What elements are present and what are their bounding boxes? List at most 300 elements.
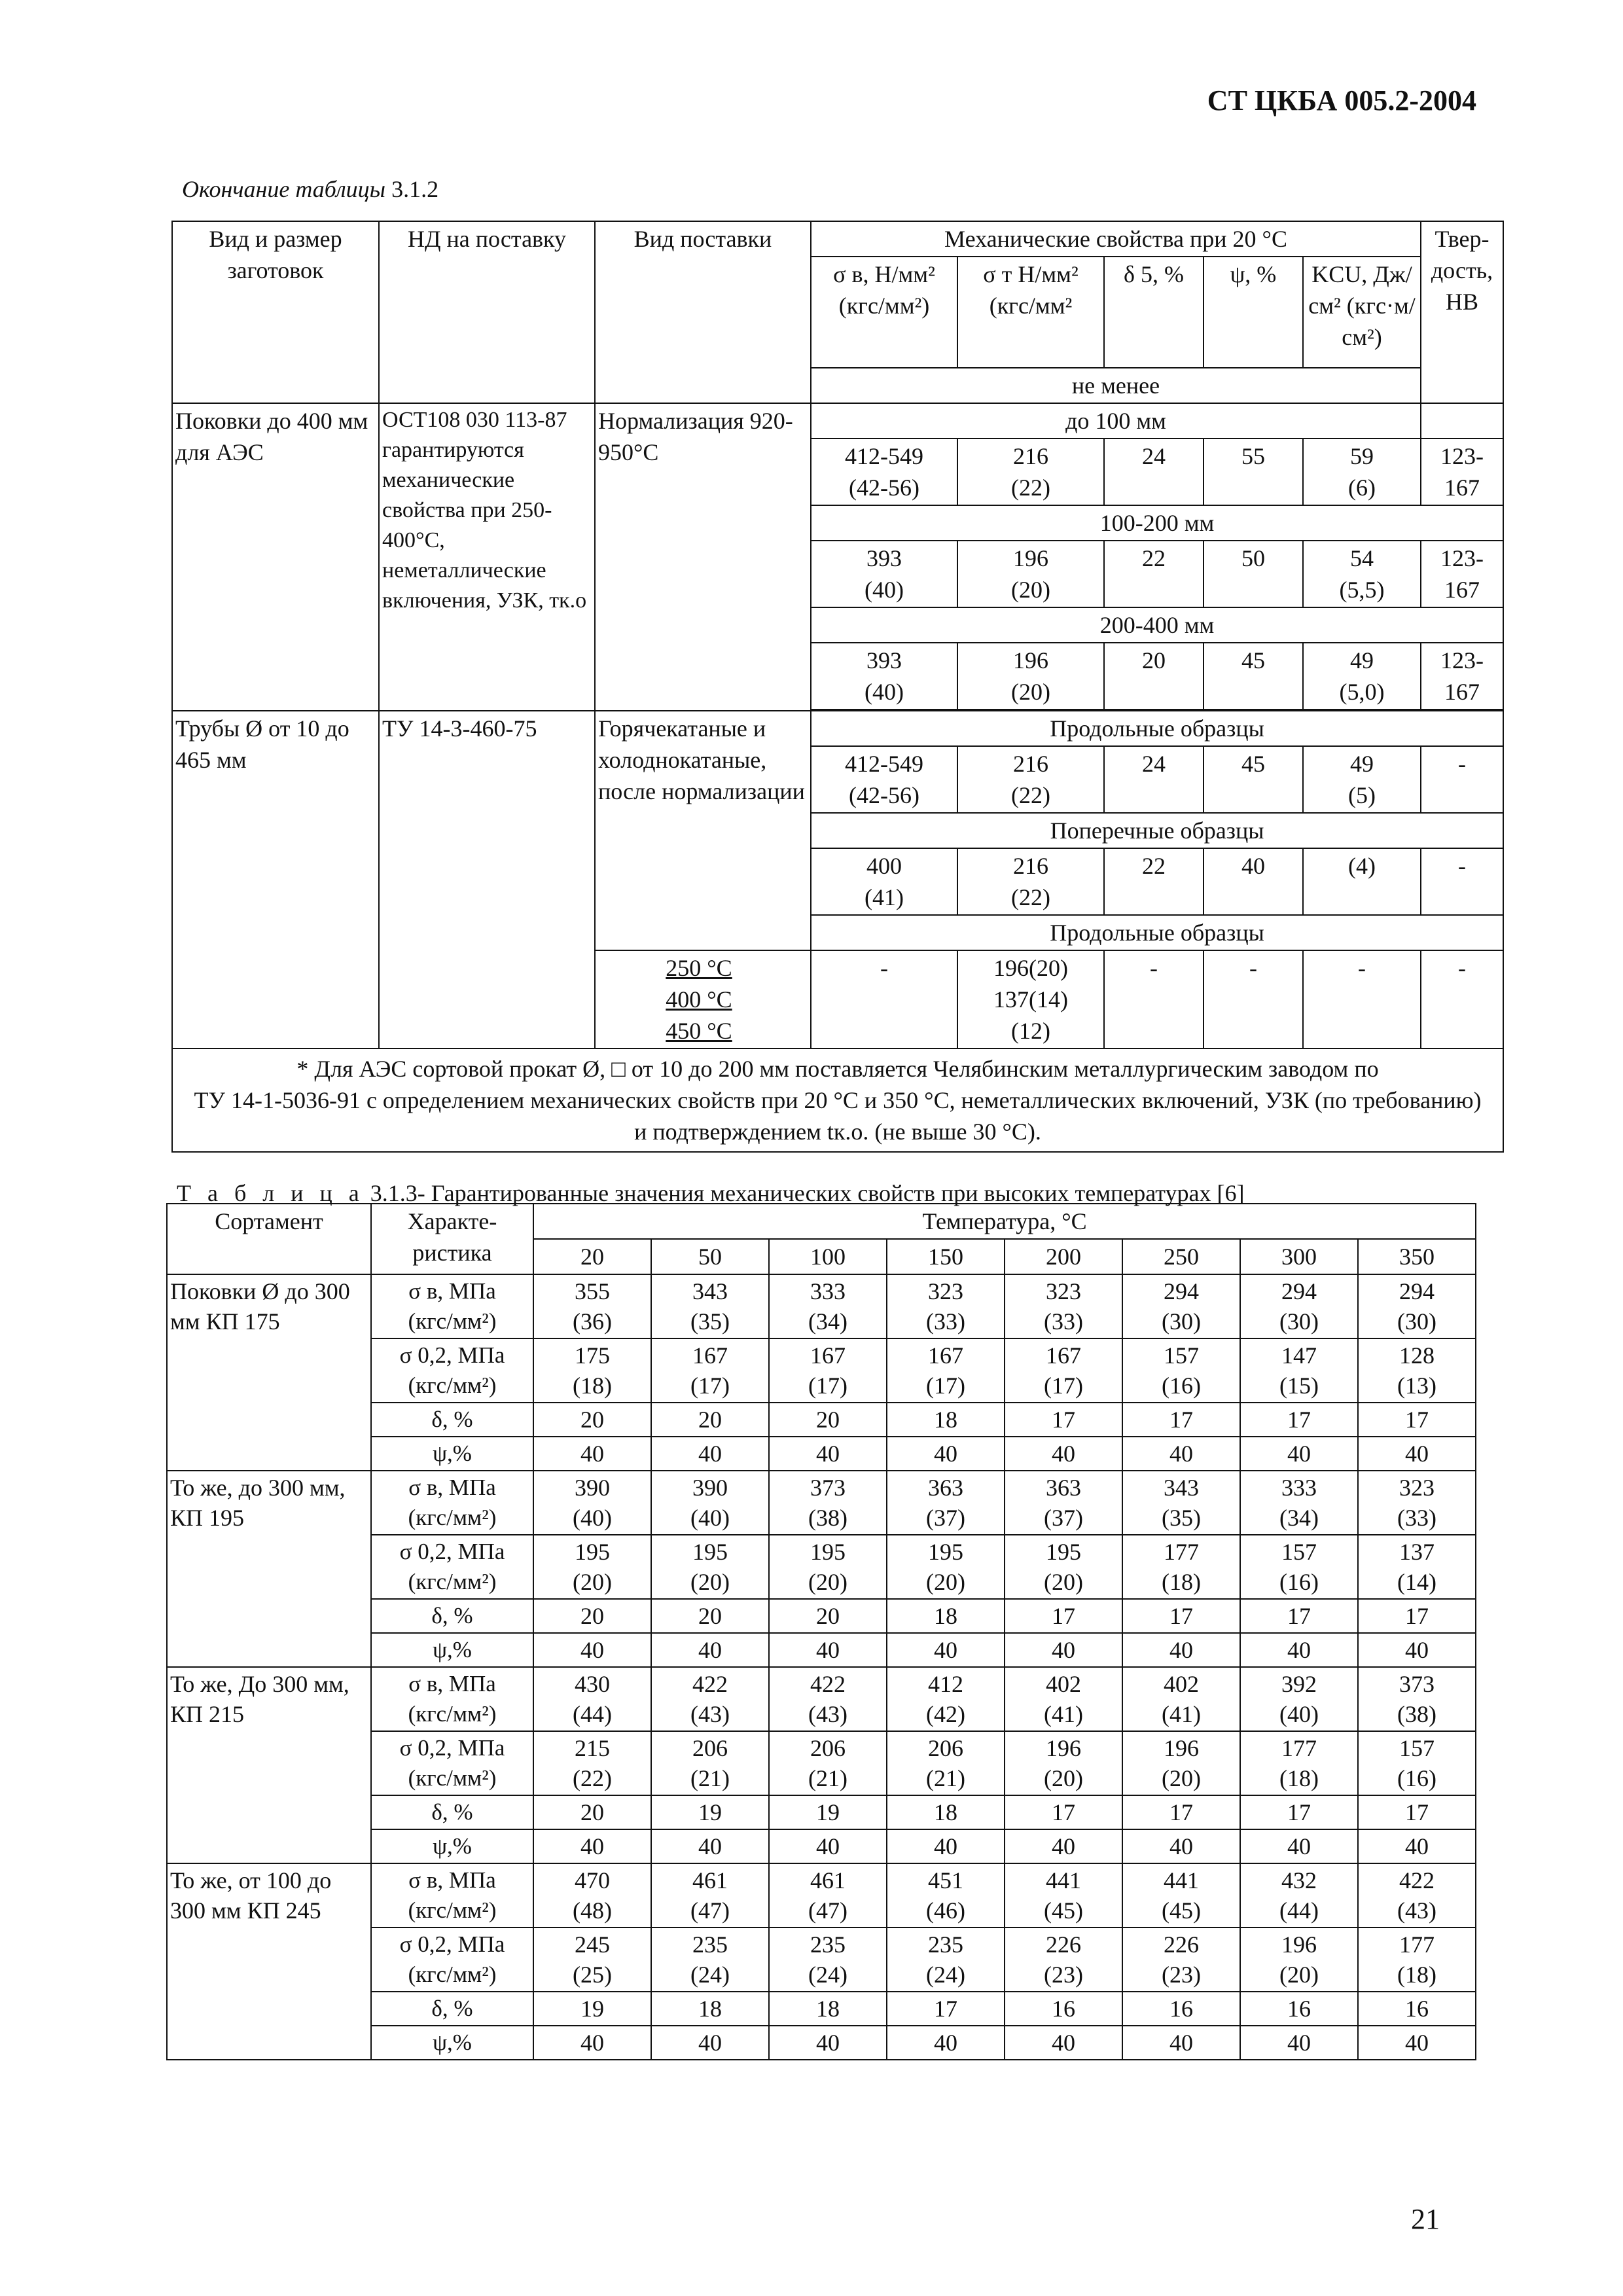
value: 40: [1287, 1637, 1311, 1663]
value: (20): [573, 1569, 612, 1595]
value: 40: [1405, 1833, 1429, 1859]
value: 17: [1287, 1799, 1311, 1825]
value: 195: [1046, 1539, 1081, 1565]
value: 40: [1169, 2030, 1193, 2056]
value: 195: [692, 1539, 728, 1565]
value-cell: 22: [1104, 848, 1204, 915]
value: 196(20): [993, 955, 1068, 981]
value: 49: [1350, 647, 1374, 673]
nd-cell: ТУ 14-3-460-75: [379, 711, 595, 1049]
range-label: Продольные образцы: [811, 915, 1503, 950]
value: (41): [1162, 1701, 1201, 1727]
value: (6): [1348, 475, 1376, 501]
table-caption: [182, 175, 438, 203]
value-cell: [957, 950, 1104, 1049]
value-cell: [769, 1829, 887, 1863]
value-cell: 50: [1204, 541, 1303, 607]
value: (37): [926, 1505, 965, 1531]
value: (15): [1279, 1372, 1319, 1399]
value: 461: [692, 1867, 728, 1893]
sortament-cell: То же, До 300 мм, КП 215: [167, 1667, 371, 1863]
value-cell: [533, 1863, 651, 1928]
value-cell: [1303, 541, 1421, 607]
value: (44): [1279, 1897, 1319, 1924]
value: 343: [692, 1278, 728, 1304]
value-cell: 24: [1104, 439, 1204, 505]
value: 20: [698, 1407, 722, 1433]
value: (35): [1162, 1505, 1201, 1531]
value: 175: [575, 1342, 610, 1369]
value-cell: [533, 1437, 651, 1471]
table-note: [172, 1049, 1503, 1152]
characteristic-label: σ в, МПа: [408, 1475, 496, 1500]
value: 40: [1052, 1441, 1075, 1467]
value-cell: [1122, 1274, 1240, 1338]
value: 18: [934, 1799, 957, 1825]
header-row: [167, 1204, 1476, 1239]
characteristic-cell: [371, 1437, 533, 1471]
table-row: [167, 1863, 1476, 1928]
value: 216: [1013, 443, 1048, 469]
value-cell: [1005, 1928, 1122, 1992]
value-cell: [887, 1731, 1005, 1795]
value: 18: [934, 1603, 957, 1629]
value-cell: [1358, 1274, 1476, 1338]
characteristic-label: ψ,%: [433, 1637, 472, 1662]
value-cell: [769, 1795, 887, 1829]
value-cell: [651, 1928, 769, 1992]
value: 16: [1052, 1996, 1075, 2022]
value: 16: [1169, 1996, 1193, 2022]
characteristic-label: σ в, МПа: [408, 1278, 496, 1304]
value-cell: -: [1303, 950, 1421, 1049]
value: 40: [1287, 1833, 1311, 1859]
value: (20): [1044, 1765, 1083, 1791]
value-cell: [811, 643, 957, 709]
value-cell: [1358, 1795, 1476, 1829]
value: 18: [934, 1407, 957, 1433]
value: 20: [580, 1603, 604, 1629]
value-cell: [1358, 1437, 1476, 1471]
value-cell: [957, 848, 1104, 915]
characteristic-label: σ 0,2, МПа: [399, 1931, 505, 1957]
value: (14): [1397, 1569, 1437, 1595]
value: (17): [808, 1372, 847, 1399]
value: (33): [1397, 1505, 1437, 1531]
range-label: 100-200 мм: [811, 505, 1503, 541]
value-cell: [1358, 1992, 1476, 2026]
table-row: [167, 1667, 1476, 1731]
value: (23): [1044, 1962, 1083, 1988]
value: 40: [934, 1637, 957, 1663]
temperature-header: 50: [651, 1239, 769, 1274]
value: 20: [698, 1603, 722, 1629]
value: 17: [1405, 1799, 1429, 1825]
value: 363: [1046, 1475, 1081, 1501]
range-label: Поперечные образцы: [811, 813, 1503, 848]
value-cell: [1005, 1633, 1122, 1667]
value: 363: [928, 1475, 963, 1501]
note-line: ТУ 14-1-5036-91 с определением механических свойств при 20 °С и 350 °С, неметаллических включений, УЗК (по требованию) и подтверждением tк.о. (не выше 30 °С).: [194, 1087, 1482, 1145]
characteristic-label: (кгс/мм²): [408, 1308, 497, 1334]
value: (5): [1348, 782, 1376, 808]
value: 40: [1405, 2030, 1429, 2056]
value: 18: [816, 1996, 840, 2022]
value: (18): [1162, 1569, 1201, 1595]
value: 17: [1169, 1603, 1193, 1629]
value-cell: [651, 1535, 769, 1599]
value: (36): [573, 1308, 612, 1335]
value: 18: [698, 1996, 722, 2022]
value: 402: [1046, 1671, 1081, 1697]
characteristic-cell: [371, 1633, 533, 1667]
value: 40: [698, 1637, 722, 1663]
value: 422: [810, 1671, 846, 1697]
value: 157: [1164, 1342, 1199, 1369]
value-cell: [1421, 541, 1503, 607]
characteristic-cell: [371, 1928, 533, 1992]
characteristic-label: δ, %: [431, 1603, 473, 1628]
temperature-header: 20: [533, 1239, 651, 1274]
value-cell: [651, 2026, 769, 2060]
value: 216: [1013, 751, 1048, 777]
value: (40): [1279, 1701, 1319, 1727]
value: (25): [573, 1962, 612, 1988]
value: 177: [1164, 1539, 1199, 1565]
value: (34): [808, 1308, 847, 1335]
note-line: * Для АЭС сортовой прокат Ø, □ от 10 до 200 мм поставляется Челябинским металлургическим заводом по: [296, 1056, 1379, 1082]
value: (40): [865, 577, 904, 603]
value: 40: [1287, 2030, 1311, 2056]
value: (20): [1011, 679, 1050, 705]
value: 333: [1281, 1475, 1317, 1501]
value: 195: [928, 1539, 963, 1565]
value: 40: [816, 1833, 840, 1859]
value: (18): [1279, 1765, 1319, 1791]
value: 40: [580, 2030, 604, 2056]
value-cell: [1122, 1471, 1240, 1535]
value: (30): [1162, 1308, 1201, 1335]
value: 195: [810, 1539, 846, 1565]
table-row: [172, 403, 1503, 439]
value: 17: [1405, 1603, 1429, 1629]
value: 40: [698, 1833, 722, 1859]
temperature-cell: [595, 950, 811, 1049]
value-cell: [533, 1599, 651, 1633]
value: 17: [1287, 1407, 1311, 1433]
value: (41): [1044, 1701, 1083, 1727]
characteristic-label: δ, %: [431, 1799, 473, 1825]
value-cell: [1122, 1731, 1240, 1795]
value: 167: [928, 1342, 963, 1369]
value-cell: [1421, 643, 1503, 709]
value: 206: [928, 1735, 963, 1761]
document-code: СТ ЦКБА 005.2-2004: [1207, 84, 1476, 117]
value-cell: [769, 1274, 887, 1338]
page-number: 21: [1411, 2203, 1440, 2235]
value: 451: [928, 1867, 963, 1893]
nd-cell: ОСТ108 030 113-87 гарантируются механические свойства при 250-400°С, неметаллические включения, УЗК, тк.о: [379, 403, 595, 711]
value: 167: [1444, 679, 1480, 705]
min-label: не менее: [811, 368, 1421, 403]
value-cell: [769, 1599, 887, 1633]
value: (24): [808, 1962, 847, 1988]
value: (38): [808, 1505, 847, 1531]
value: 167: [1444, 577, 1480, 603]
value-cell: 20: [1104, 643, 1204, 709]
value: (43): [808, 1701, 847, 1727]
value: (20): [926, 1569, 965, 1595]
value-cell: [1122, 1863, 1240, 1928]
value: (37): [1044, 1505, 1083, 1531]
value: 40: [1052, 1637, 1075, 1663]
caption-label: Т а б л и ц а: [177, 1180, 365, 1206]
value-cell: [769, 1863, 887, 1928]
value: (47): [808, 1897, 847, 1924]
value-cell: [887, 1274, 1005, 1338]
value-cell: [1358, 1599, 1476, 1633]
value: (42-56): [849, 782, 919, 808]
value-cell: [1005, 1471, 1122, 1535]
value: 16: [1405, 1996, 1429, 2022]
value: (16): [1397, 1765, 1437, 1791]
value-cell: [1303, 439, 1421, 505]
value: (42): [926, 1701, 965, 1727]
value-cell: [1240, 1863, 1358, 1928]
value-cell: [651, 1667, 769, 1731]
value-cell: [1005, 1992, 1122, 2026]
value-cell: [811, 746, 957, 813]
characteristic-label: (кгс/мм²): [408, 1505, 497, 1530]
value: 323: [928, 1278, 963, 1304]
value: (18): [1397, 1962, 1437, 1988]
value-cell: [651, 1403, 769, 1437]
value: (13): [1397, 1372, 1437, 1399]
value-cell: 45: [1204, 643, 1303, 709]
characteristic-cell: [371, 1863, 533, 1928]
value-cell: -: [1204, 950, 1303, 1049]
value: 177: [1399, 1931, 1435, 1958]
value: 40: [816, 1441, 840, 1467]
value: (33): [926, 1308, 965, 1335]
value: 40: [580, 1441, 604, 1467]
value-cell: [887, 1471, 1005, 1535]
value: 167: [692, 1342, 728, 1369]
value-cell: [1122, 1992, 1240, 2026]
col-mech: Механические свойства при 20 °С: [811, 221, 1421, 257]
value: 17: [1405, 1407, 1429, 1433]
temperature: 250 °С: [666, 955, 732, 981]
value: (20): [690, 1569, 730, 1595]
value: 40: [816, 2030, 840, 2056]
value: (33): [1044, 1308, 1083, 1335]
value: 470: [575, 1867, 610, 1893]
value: 49: [1350, 751, 1374, 777]
value: (22): [573, 1765, 612, 1791]
value-cell: [1358, 2026, 1476, 2060]
value: (42-56): [849, 475, 919, 501]
value-cell: [957, 439, 1104, 505]
table-row: [167, 1471, 1476, 1535]
characteristic-cell: [371, 1599, 533, 1633]
value: 400: [866, 853, 902, 879]
value-cell: [1005, 1667, 1122, 1731]
value-cell: (4): [1303, 848, 1421, 915]
value-cell: [533, 1471, 651, 1535]
value-cell: -: [1104, 950, 1204, 1049]
value: (40): [573, 1505, 612, 1531]
value: 40: [1405, 1441, 1429, 1467]
value-cell: [1005, 1731, 1122, 1795]
value-cell: 24: [1104, 746, 1204, 813]
value: 40: [698, 2030, 722, 2056]
value-cell: [1005, 1274, 1122, 1338]
col-sortament: Сортамент: [167, 1204, 371, 1274]
characteristic-cell: [371, 1338, 533, 1403]
value-cell: [1005, 1829, 1122, 1863]
value: (20): [1162, 1765, 1201, 1791]
value-cell: [1005, 1338, 1122, 1403]
value-cell: [533, 1992, 651, 2026]
value-cell: [811, 541, 957, 607]
value: 390: [692, 1475, 728, 1501]
value: 16: [1287, 1996, 1311, 2022]
value-cell: [1240, 1471, 1358, 1535]
value: 20: [580, 1799, 604, 1825]
characteristic-cell: [371, 1667, 533, 1731]
value-cell: 45: [1204, 746, 1303, 813]
value: 412-549: [845, 751, 923, 777]
value: 20: [816, 1407, 840, 1433]
value: 177: [1281, 1735, 1317, 1761]
value: 333: [810, 1278, 846, 1304]
value: (16): [1162, 1372, 1201, 1399]
value-cell: [651, 1795, 769, 1829]
note-row: [172, 1049, 1503, 1152]
value: 196: [1046, 1735, 1081, 1761]
value: (38): [1397, 1701, 1437, 1727]
value: 206: [810, 1735, 846, 1761]
value: 294: [1164, 1278, 1199, 1304]
value: 19: [698, 1799, 722, 1825]
sortament-cell: То же, до 300 мм, КП 195: [167, 1471, 371, 1667]
value: (17): [1044, 1372, 1083, 1399]
value-cell: 40: [1204, 848, 1303, 915]
characteristic-cell: [371, 1535, 533, 1599]
value: 17: [1052, 1799, 1075, 1825]
value-cell: [1240, 1731, 1358, 1795]
col-temperature: Температура, °С: [533, 1204, 1476, 1239]
value: 412: [928, 1671, 963, 1697]
value: 40: [580, 1637, 604, 1663]
range-label: 200-400 мм: [811, 607, 1503, 643]
value: (24): [690, 1962, 730, 1988]
value-cell: [1122, 1795, 1240, 1829]
value: (41): [865, 884, 904, 910]
table-row: [167, 1274, 1476, 1338]
characteristic-label: σ в, МПа: [408, 1867, 496, 1893]
col-delta5: δ 5, %: [1104, 257, 1204, 368]
value: 40: [934, 1441, 957, 1467]
value: 40: [1169, 1637, 1193, 1663]
value-cell: [769, 2026, 887, 2060]
value-cell: [1358, 1535, 1476, 1599]
value: 40: [1052, 1833, 1075, 1859]
value: (46): [926, 1897, 965, 1924]
value-cell: [769, 1667, 887, 1731]
value: 441: [1164, 1867, 1199, 1893]
value-cell: [887, 1599, 1005, 1633]
kind-cell: Трубы Ø от 10 до 465 мм: [172, 711, 379, 1049]
col-nd: НД на поставку: [379, 221, 595, 403]
value-cell: [1358, 1403, 1476, 1437]
value: 393: [866, 647, 902, 673]
value: 430: [575, 1671, 610, 1697]
value-cell: [1240, 1992, 1358, 2026]
value-cell: [533, 1928, 651, 1992]
value: 461: [810, 1867, 846, 1893]
characteristic-cell: [371, 1795, 533, 1829]
temperature-header: 200: [1005, 1239, 1122, 1274]
value-cell: [651, 1731, 769, 1795]
value-cell: [957, 746, 1104, 813]
value: (21): [808, 1765, 847, 1791]
value-cell: [1122, 2026, 1240, 2060]
value: 17: [1287, 1603, 1311, 1629]
value: 19: [580, 1996, 604, 2022]
value-cell: [957, 643, 1104, 709]
value: 40: [1052, 2030, 1075, 2056]
value-cell: [1240, 1274, 1358, 1338]
value: (17): [690, 1372, 730, 1399]
value: (45): [1044, 1897, 1083, 1924]
value-cell: [651, 1829, 769, 1863]
value-cell: [887, 1928, 1005, 1992]
value: (18): [573, 1372, 612, 1399]
value-cell: [1122, 1599, 1240, 1633]
value: 157: [1399, 1735, 1435, 1761]
value-cell: [769, 1471, 887, 1535]
value-cell: [533, 1731, 651, 1795]
value: 123-: [1440, 545, 1484, 571]
value-cell: [651, 1633, 769, 1667]
temperature: 400 °С: [666, 986, 732, 1013]
characteristic-label: (кгс/мм²): [408, 1372, 497, 1398]
value: 59: [1350, 443, 1374, 469]
characteristic-cell: [371, 1403, 533, 1437]
value: 323: [1399, 1475, 1435, 1501]
value: 196: [1013, 545, 1048, 571]
value: 195: [575, 1539, 610, 1565]
value-cell: [887, 1667, 1005, 1731]
value-cell: [1005, 1795, 1122, 1829]
value: 196: [1281, 1931, 1317, 1958]
value: 441: [1046, 1867, 1081, 1893]
kind-cell: Поковки до 400 мм для АЭС: [172, 403, 379, 711]
characteristic-cell: [371, 1471, 533, 1535]
sortament-cell: Поковки Ø до 300 мм КП 175: [167, 1274, 371, 1471]
value-cell: [1358, 1829, 1476, 1863]
supply-cell: Нормализация 920-950°С: [595, 403, 811, 711]
characteristic-label: (кгс/мм²): [408, 1765, 497, 1791]
characteristic-cell: [371, 1274, 533, 1338]
col-characteristic: Характе-ристика: [371, 1204, 533, 1274]
value: 137: [1399, 1539, 1435, 1565]
value: (44): [573, 1701, 612, 1727]
col-hardness: Твер-дость, НВ: [1421, 221, 1503, 403]
value-cell: [651, 1274, 769, 1338]
value-cell: [533, 2026, 651, 2060]
